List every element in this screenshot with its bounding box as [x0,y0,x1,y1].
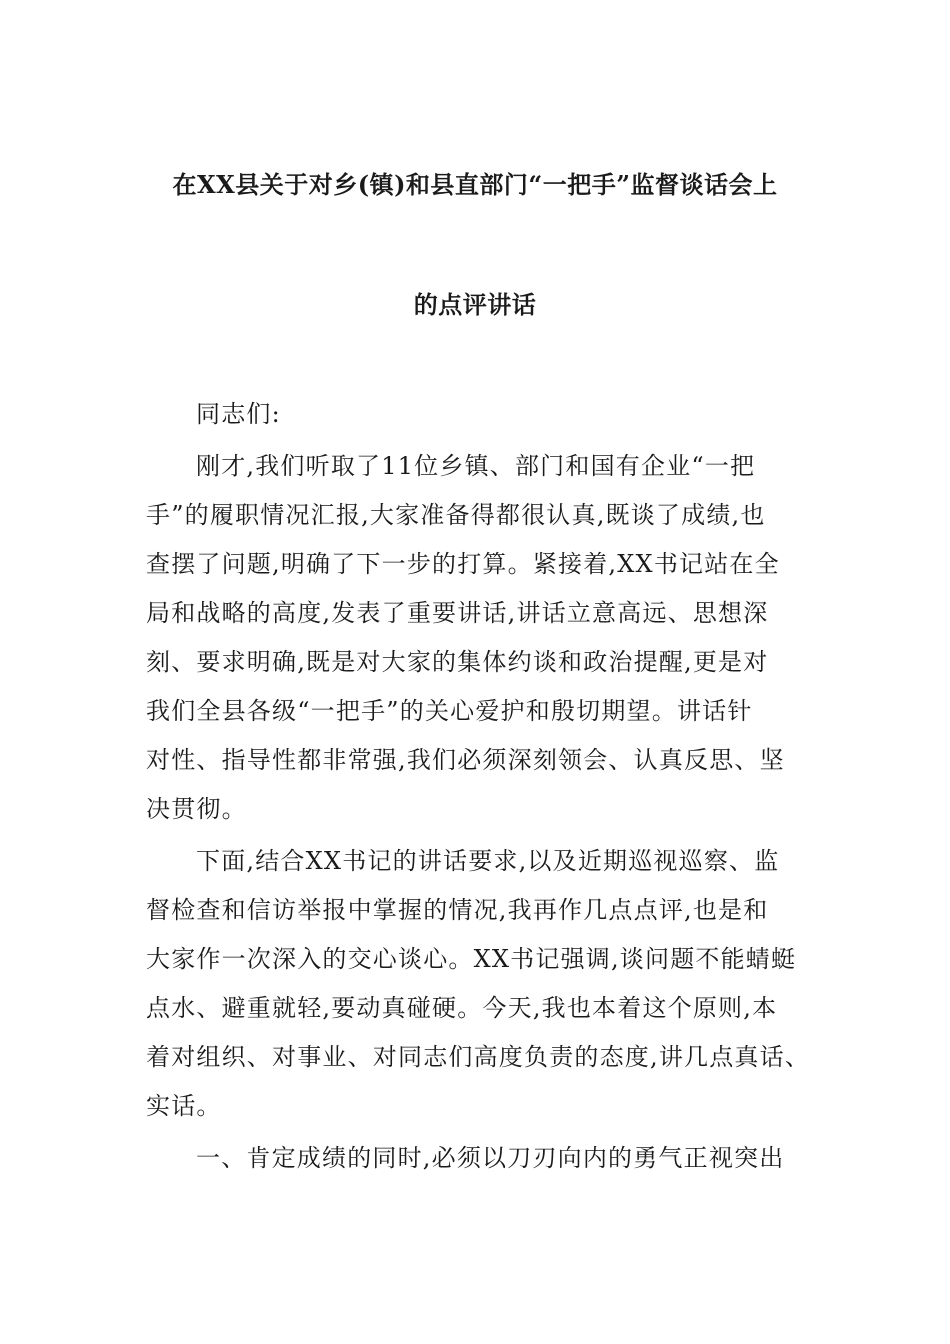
paragraph-line: 对性、指导性都非常强,我们必须深刻领会、认真反思、坚 [146,746,785,774]
document-title-line-2: 的点评讲话 [413,290,537,319]
section-heading-line: 一、肯定成绩的同时,必须以刀刃向内的勇气正视突出 [196,1144,785,1172]
paragraph-line: 下面,结合XX书记的讲话要求,以及近期巡视巡察、监 [196,847,780,875]
paragraph-line: 手”的履职情况汇报,大家准备得都很认真,既谈了成绩,也 [146,501,766,529]
paragraph-line: 局和战略的高度,发表了重要讲话,讲话立意高远、思想深 [146,599,769,627]
paragraph-line: 我们全县各级“一把手”的关心爱护和殷切期望。讲话针 [146,697,753,725]
paragraph-line: 督检查和信访举报中掌握的情况,我再作几点点评,也是和 [146,896,769,924]
paragraph-line: 实话。 [146,1092,222,1120]
paragraph-line: 查摆了问题,明确了下一步的打算。紧接着,XX书记站在全 [146,550,780,578]
paragraph-line: 决贯彻。 [146,795,247,823]
document-title-line-1: 在XX县关于对乡(镇)和县直部门“一把手”监督谈话会上 [172,170,778,199]
paragraph-line: 刚才,我们听取了11位乡镇、部门和国有企业“一把 [196,452,756,480]
paragraph-line: 大家作一次深入的交心谈心。XX书记强调,谈问题不能蜻蜓 [146,945,797,973]
paragraph-line: 点水、避重就轻,要动真碰硬。今天,我也本着这个原则,本 [146,994,778,1022]
paragraph-line: 刻、要求明确,既是对大家的集体约谈和政治提醒,更是对 [146,648,769,676]
salutation: 同志们: [196,400,281,428]
paragraph-line: 着对组织、对事业、对同志们高度负责的态度,讲几点真话、 [146,1043,811,1071]
